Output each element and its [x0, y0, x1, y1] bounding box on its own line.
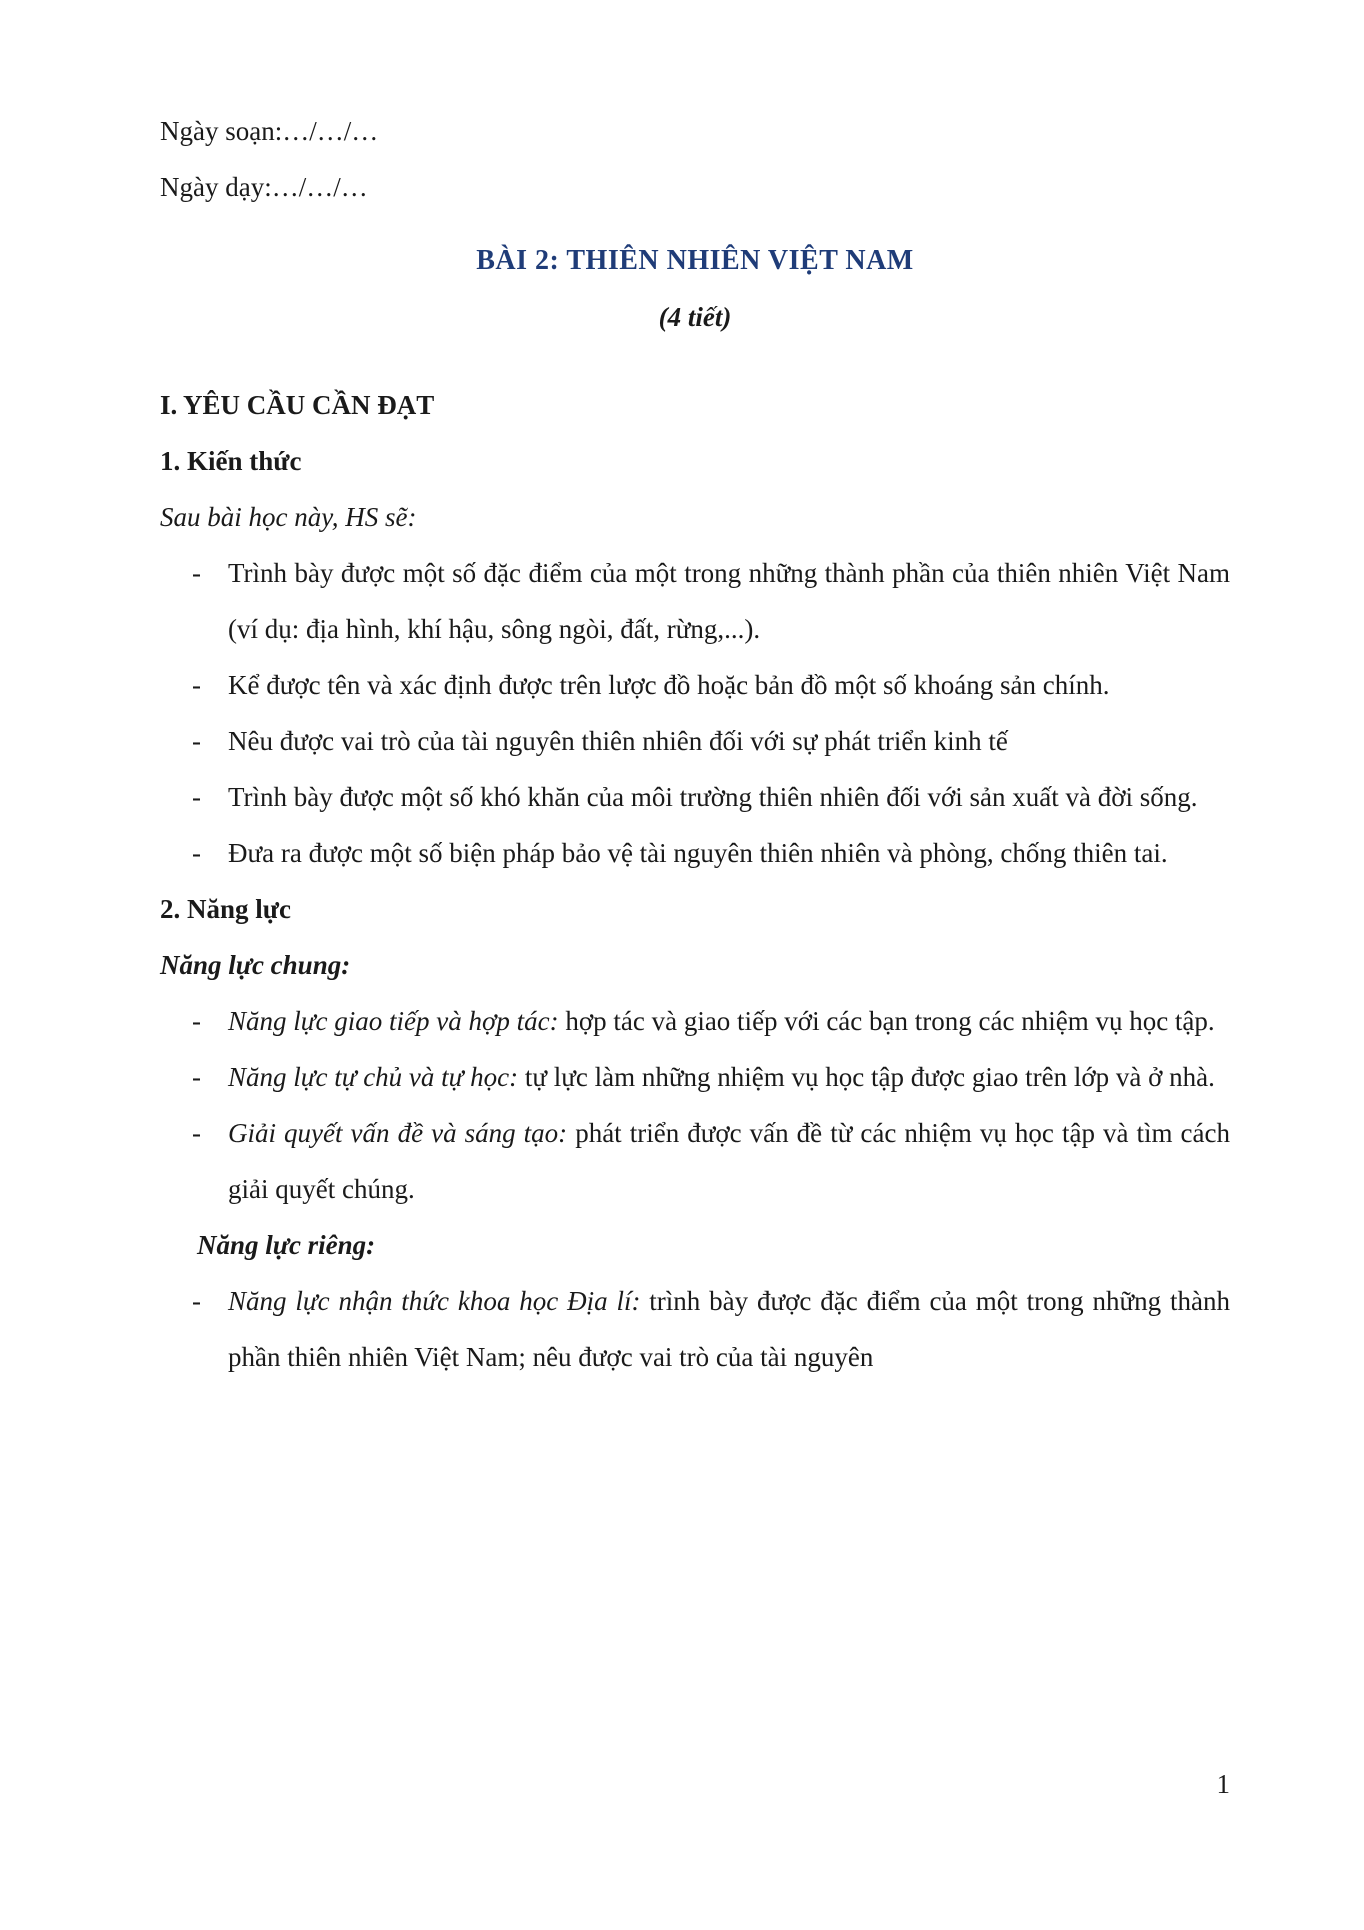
lesson-title: BÀI 2: THIÊN NHIÊN VIỆT NAM: [476, 245, 914, 276]
list-item: [192, 713, 1230, 769]
list-item: [192, 545, 1230, 657]
dash-marker: -: [192, 1118, 201, 1148]
list-item-text: tự lực làm những nhiệm vụ học tập được giao trên lớp và ở nhà.: [518, 1062, 1215, 1092]
specific-competencies-list: [160, 1273, 1230, 1385]
list-item: [192, 769, 1230, 825]
dash-marker: -: [192, 670, 201, 700]
list-item: [192, 825, 1230, 881]
lesson-duration: (4 tiết): [658, 302, 732, 332]
list-item: [192, 993, 1230, 1049]
list-item-lead: Năng lực nhận thức khoa học Địa lí:: [228, 1286, 641, 1316]
list-item-lead: Giải quyết vấn đề và sáng tạo:: [228, 1118, 568, 1148]
general-competencies-list: [160, 993, 1230, 1217]
list-item-text: phát triển được vấn đề từ các nhiệm vụ học tập và tìm cách giải quyết chúng.: [228, 1118, 1230, 1204]
dash-marker: -: [192, 838, 201, 868]
list-item: [192, 1105, 1230, 1217]
dash-marker: -: [192, 1006, 201, 1036]
date-block: [160, 103, 1230, 215]
dash-marker: -: [192, 1062, 201, 1092]
list-item: [192, 657, 1230, 713]
list-item-text: trình bày được đặc điểm của một trong những thành phần thiên nhiên Việt Nam; nêu được vai trò của tài nguyên: [228, 1286, 1230, 1372]
list-item-text: Trình bày được một số đặc điểm của một trong những thành phần của thiên nhiên Việt Nam (ví dụ: địa hình, khí hậu, sông ngòi, đất, rừng,...).: [228, 558, 1230, 644]
list-item-lead: Năng lực tự chủ và tự học:: [228, 1062, 519, 1092]
list-item-text: Nêu được vai trò của tài nguyên thiên nhiên đối với sự phát triển kinh tế: [228, 726, 1008, 756]
specific-competencies-heading: Năng lực riêng:: [197, 1230, 376, 1260]
list-item: [192, 1049, 1230, 1105]
dash-marker: -: [192, 782, 201, 812]
list-item: [192, 1273, 1230, 1385]
list-item-text: Đưa ra được một số biện pháp bảo vệ tài nguyên thiên nhiên và phòng, chống thiên tai.: [228, 838, 1168, 868]
list-item-text: Kể được tên và xác định được trên lược đồ hoặc bản đồ một số khoáng sản chính.: [228, 670, 1110, 700]
dash-marker: -: [192, 558, 201, 588]
subheading-competencies: 2. Năng lực: [160, 894, 291, 924]
date-taught-line: Ngày dạy:…/…/…: [160, 172, 368, 202]
date-prepared-line: Ngày soạn:…/…/…: [160, 116, 379, 146]
dash-marker: -: [192, 1286, 201, 1316]
section-heading-requirements: I. YÊU CẦU CẦN ĐẠT: [160, 390, 435, 420]
dash-marker: -: [192, 726, 201, 756]
knowledge-intro: Sau bài học này, HS sẽ:: [160, 502, 417, 532]
list-item-text: hợp tác và giao tiếp với các bạn trong các nhiệm vụ học tập.: [558, 1006, 1215, 1036]
page-number: 1: [1216, 1769, 1230, 1799]
list-item-lead: Năng lực giao tiếp và hợp tác:: [228, 1006, 559, 1036]
list-item-text: Trình bày được một số khó khăn của môi trường thiên nhiên đối với sản xuất và đời sống.: [228, 782, 1198, 812]
knowledge-list: [160, 545, 1230, 881]
general-competencies-heading: Năng lực chung:: [160, 950, 351, 980]
subheading-knowledge: 1. Kiến thức: [160, 446, 302, 476]
